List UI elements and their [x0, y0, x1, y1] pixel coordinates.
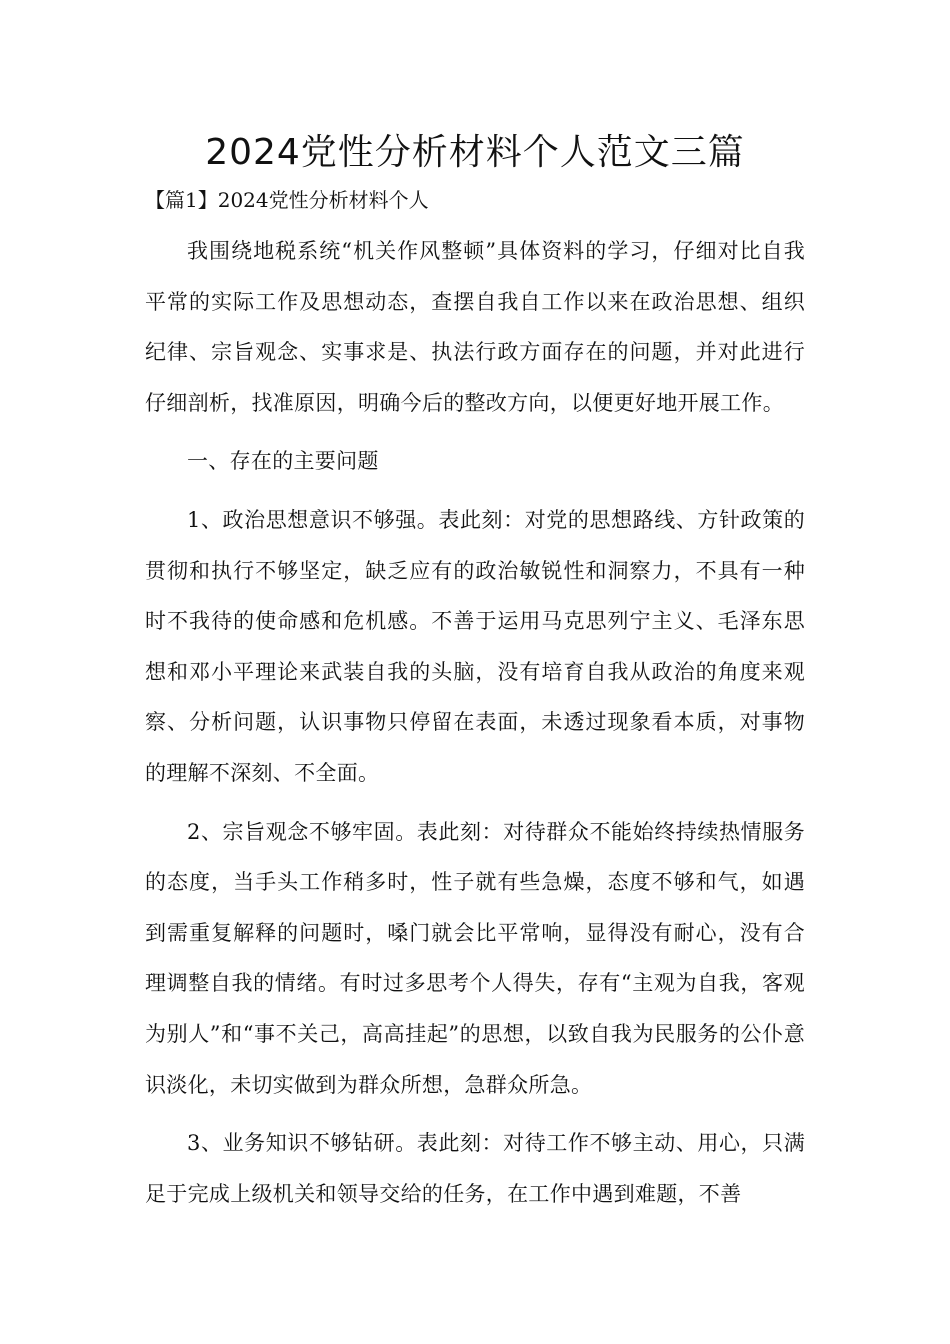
document-body [145, 226, 805, 1227]
paragraph-item-2: 2、宗旨观念不够牢固。表此刻：对待群众不能始终持续热情服务的态度，当手头工作稍多时，性子就有些急燥，态度不够和气，如遇到需重复解释的问题时，嗓门就会比平常响，显得没有耐心，没有合理调整自我的情绪。有时过多思考个人得失，存有“主观为自我，客观为别人”和“事不关己，高高挂起”的思想，以致自我为民服务的公仆意识淡化，未切实做到为群众所想，急群众所急。 [145, 819, 805, 1097]
document-title: 2024党性分析材料个人范文三篇 [205, 132, 745, 173]
paragraph-item-1: 1、政治思想意识不够强。表此刻：对党的思想路线、方针政策的贯彻和执行不够坚定，缺乏应有的政治敏锐性和洞察力，不具有一种时不我待的使命感和危机感。不善于运用马克思列宁主义、毛泽东思想和邓小平理论来武装自我的头脑，没有培育自我从政治的角度来观察、分析问题，认识事物只停留在表面，未透过现象看本质，对事物的理解不深刻、不全面。 [145, 507, 805, 785]
section-heading: 【篇1】2024党性分析材料个人 [145, 188, 429, 212]
paragraph-intro: 我围绕地税系统“机关作风整顿”具体资料的学习，仔细对比自我平常的实际工作及思想动态，查摆自我自工作以来在政治思想、组织纪律、宗旨观念、实事求是、执法行政方面存在的问题，并对此进行仔细剖析，找准原因，明确今后的整改方向，以便更好地开展工作。 [145, 239, 805, 415]
paragraph-item-3: 3、业务知识不够钻研。表此刻：对待工作不够主动、用心，只满足于完成上级机关和领导交给的任务，在工作中遇到难题，不善 [145, 1131, 805, 1206]
paragraph-heading-problems: 一、存在的主要问题 [187, 449, 379, 474]
